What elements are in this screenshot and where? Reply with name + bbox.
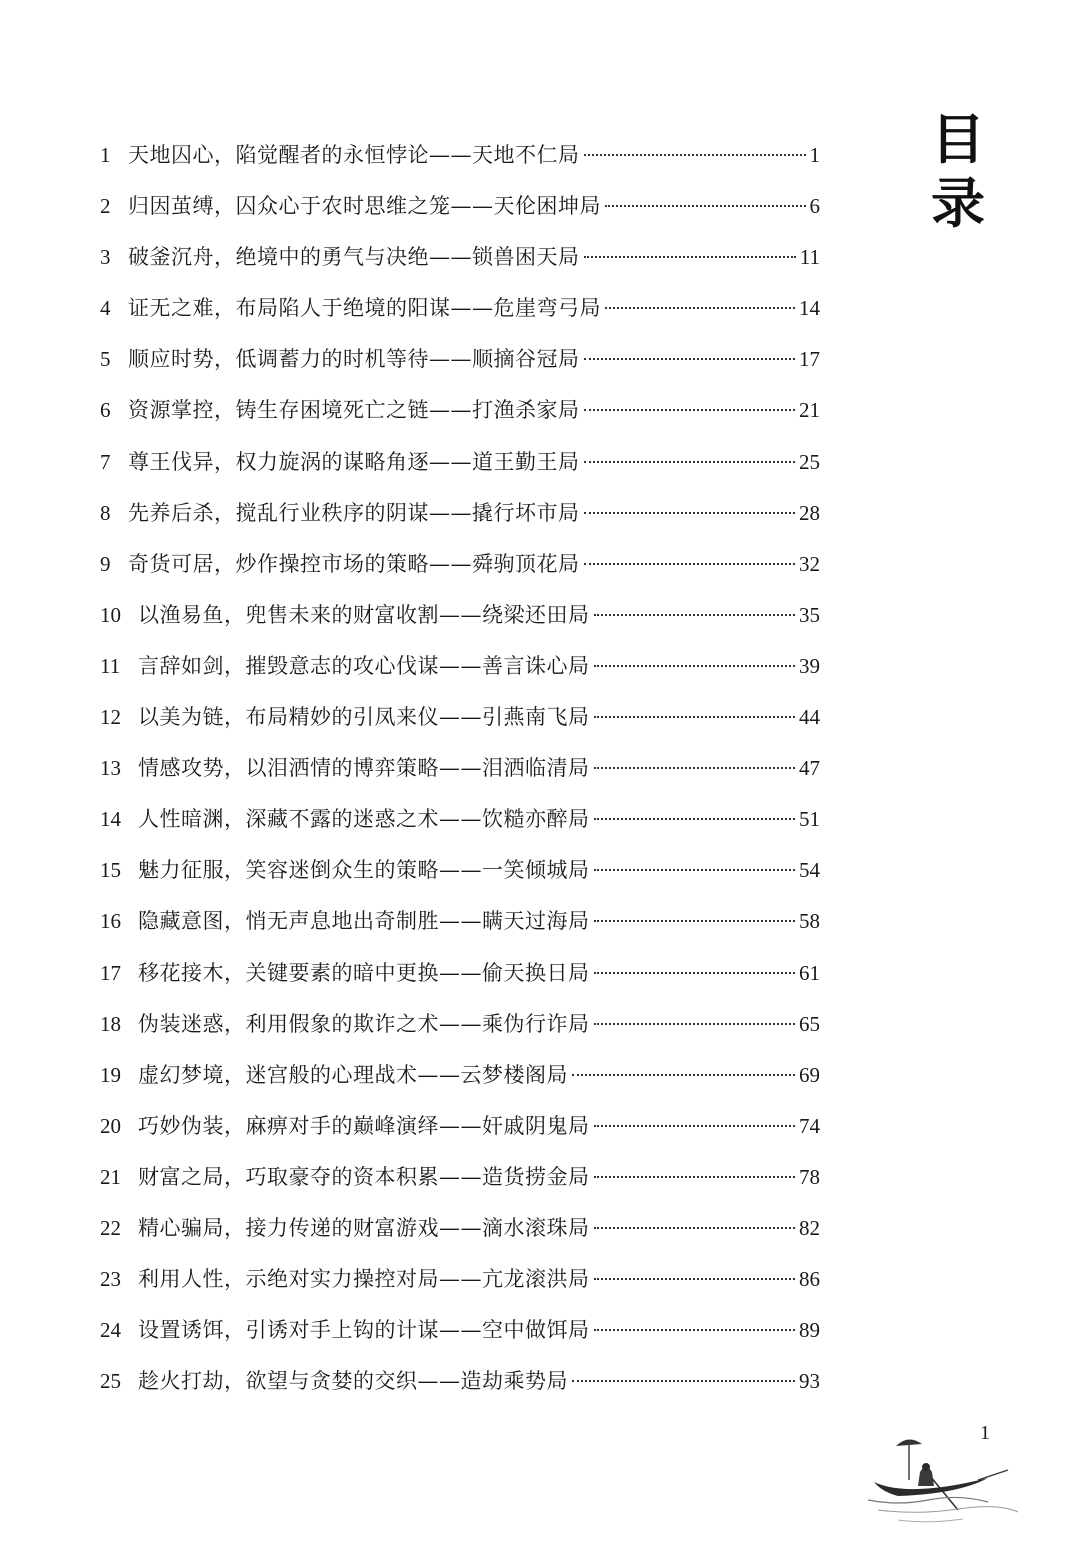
toc-entry[interactable] — [100, 237, 820, 288]
toc-entry-page: 32 — [799, 551, 820, 576]
toc-entry[interactable] — [100, 1157, 820, 1208]
toc-leader-dots — [594, 767, 796, 769]
toc-entry[interactable] — [100, 135, 820, 186]
toc-entry-number: 22 — [100, 1215, 121, 1240]
toc-leader-dots — [594, 1329, 796, 1331]
toc-entry[interactable] — [100, 646, 820, 697]
toc-entry-title: 天地囚心，陷觉醒者的永恒悖论——天地不仁局 — [128, 143, 580, 167]
toc-entry-number: 9 — [100, 551, 111, 576]
toc-entry-number: 1 — [100, 143, 111, 167]
toc-entry-page: 44 — [799, 705, 820, 730]
page-title — [928, 108, 988, 236]
page-number: 1 — [980, 1422, 990, 1444]
toc-entry-title: 精心骗局，接力传递的财富游戏——滴水滚珠局 — [138, 1215, 590, 1240]
toc-entry-title: 顺应时势，低调蓄力的时机等待——顺摘谷冠局 — [128, 347, 580, 372]
toc-entry-title: 奇货可居，炒作操控市场的策略——舜驹顶花局 — [128, 551, 580, 576]
toc-entry-page: 51 — [799, 807, 820, 832]
toc-entry-page: 47 — [799, 756, 820, 781]
toc-entry-title: 移花接木，关键要素的暗中更换——偷天换日局 — [138, 960, 590, 985]
toc-entry-page: 86 — [799, 1267, 820, 1292]
toc-entry[interactable] — [100, 850, 820, 901]
toc-entry-number: 14 — [100, 807, 121, 832]
page-title-line-1: 目 — [931, 108, 985, 171]
toc-entry-title: 人性暗渊，深藏不露的迷惑之术——饮糙亦醉局 — [138, 807, 590, 832]
toc-entry-number: 24 — [100, 1318, 121, 1343]
toc-entry[interactable] — [100, 1055, 820, 1106]
toc-entry[interactable] — [100, 288, 820, 339]
toc-entry-page: 1 — [809, 143, 820, 167]
toc-entry-title: 以渔易鱼，兜售未来的财富收割——绕梁还田局 — [138, 602, 590, 627]
toc-entry-page: 6 — [809, 194, 820, 219]
toc-entry-title: 证无之难，布局陷人于绝境的阳谋——危崖弯弓局 — [128, 296, 601, 321]
toc-entry-number: 10 — [100, 602, 121, 627]
toc-entry-page: 35 — [799, 602, 820, 627]
toc-entry[interactable] — [100, 953, 820, 1004]
toc-entry-title: 隐藏意图，悄无声息地出奇制胜——瞒天过海局 — [138, 909, 590, 934]
toc-entry[interactable] — [100, 595, 820, 646]
toc-entry-page: 11 — [799, 245, 820, 270]
toc-entry[interactable] — [100, 1004, 820, 1055]
toc-entry-page: 69 — [799, 1062, 820, 1087]
toc-entry-title: 言辞如剑，摧毁意志的攻心伐谋——善言诛心局 — [138, 653, 590, 678]
toc-leader-dots — [594, 1125, 796, 1127]
toc-entry[interactable] — [100, 493, 820, 544]
toc-entry[interactable] — [100, 544, 820, 595]
toc-entry-number: 19 — [100, 1062, 121, 1087]
toc-entry-number: 15 — [100, 858, 121, 883]
toc-entry-page: 14 — [799, 296, 820, 321]
toc-entry-title: 以美为链，布局精妙的引凤来仪——引燕南飞局 — [138, 705, 590, 730]
toc-entry-page: 54 — [799, 858, 820, 883]
toc-entry-number: 17 — [100, 960, 121, 985]
toc-entry[interactable] — [100, 1208, 820, 1259]
toc-entry-page: 93 — [799, 1369, 820, 1394]
toc-entry[interactable] — [100, 1310, 820, 1361]
toc-entry-number: 18 — [100, 1011, 121, 1036]
toc-entry[interactable] — [100, 748, 820, 799]
toc-entry-title: 破釜沉舟，绝境中的勇气与决绝——锁兽困天局 — [128, 245, 580, 270]
toc-entry-number: 16 — [100, 909, 121, 934]
toc-leader-dots — [594, 972, 796, 974]
toc-entry-title: 魅力征服，笑容迷倒众生的策略——一笑倾城局 — [138, 858, 590, 883]
toc-entry-page: 74 — [799, 1113, 820, 1138]
toc-leader-dots — [584, 358, 796, 360]
toc-entry-title: 利用人性，示绝对实力操控对局——亢龙滚洪局 — [138, 1267, 590, 1292]
toc-entry-number: 6 — [100, 398, 111, 423]
toc-entry-title: 趁火打劫，欲望与贪婪的交织——造劫乘势局 — [138, 1369, 568, 1394]
toc-leader-dots — [584, 563, 796, 565]
toc-leader-dots — [594, 920, 796, 922]
toc-entry-page: 21 — [799, 398, 820, 423]
toc-entry-title: 情感攻势，以泪洒情的博弈策略——泪洒临清局 — [138, 756, 590, 781]
toc-entry-page: 82 — [799, 1215, 820, 1240]
toc-leader-dots — [594, 1278, 796, 1280]
toc-entry-title: 财富之局，巧取豪夺的资本积累——造货捞金局 — [138, 1164, 590, 1189]
toc-entry-page: 78 — [799, 1164, 820, 1189]
toc-entry-title: 资源掌控，铸生存困境死亡之链——打渔杀家局 — [128, 398, 580, 423]
toc-leader-dots — [605, 307, 795, 309]
toc-leader-dots — [594, 869, 796, 871]
toc-entry-page: 65 — [799, 1011, 820, 1036]
toc-entry-title: 设置诱饵，引诱对手上钩的计谋——空中做饵局 — [138, 1318, 590, 1343]
page-title-line-2: 录 — [931, 172, 985, 235]
toc-leader-dots — [572, 1074, 795, 1076]
toc-entry[interactable] — [100, 339, 820, 390]
toc-leader-dots — [584, 409, 796, 411]
toc-entry-page: 61 — [799, 960, 820, 985]
toc-leader-dots — [594, 1227, 796, 1229]
toc-leader-dots — [584, 512, 796, 514]
toc-leader-dots — [605, 205, 806, 207]
toc-entry-page: 28 — [799, 500, 820, 525]
toc-leader-dots — [594, 716, 796, 718]
toc-leader-dots — [584, 256, 796, 258]
toc-entry[interactable] — [100, 390, 820, 441]
toc-entry-number: 11 — [100, 653, 121, 678]
toc-entry-title: 归因茧缚，囚众心于农时思维之笼——天伦困坤局 — [128, 194, 601, 219]
toc-entry-number: 4 — [100, 296, 111, 321]
toc-entry-number: 20 — [100, 1113, 121, 1138]
table-of-contents — [100, 135, 820, 1412]
toc-entry-number: 3 — [100, 245, 111, 270]
toc-entry[interactable] — [100, 442, 820, 493]
toc-entry-number: 23 — [100, 1267, 121, 1292]
toc-entry[interactable] — [100, 901, 820, 952]
toc-entry-page: 25 — [799, 449, 820, 474]
toc-entry-number: 5 — [100, 347, 111, 372]
toc-leader-dots — [594, 614, 796, 616]
toc-entry-title: 巧妙伪装，麻痹对手的巅峰演绎——奸戚阴鬼局 — [138, 1113, 590, 1138]
toc-entry-number: 7 — [100, 449, 111, 474]
toc-entry[interactable] — [100, 1259, 820, 1310]
toc-leader-dots — [594, 1176, 796, 1178]
toc-entry-title: 先养后杀，搅乱行业秩序的阴谋——撬行坏市局 — [128, 500, 580, 525]
toc-entry-page: 58 — [799, 909, 820, 934]
toc-entry-title: 尊王伐异，权力旋涡的谋略角逐——道王勤王局 — [128, 449, 580, 474]
toc-leader-dots — [572, 1380, 795, 1382]
toc-leader-dots — [584, 154, 806, 156]
toc-entry-page: 89 — [799, 1318, 820, 1343]
toc-entry-title: 伪装迷惑，利用假象的欺诈之术——乘伪行诈局 — [138, 1011, 590, 1036]
toc-entry-number: 2 — [100, 194, 111, 219]
toc-entry-title: 虚幻梦境，迷宫般的心理战术——云梦楼阁局 — [138, 1062, 568, 1087]
toc-entry[interactable] — [100, 1106, 820, 1157]
toc-entry[interactable] — [100, 799, 820, 850]
toc-leader-dots — [594, 665, 796, 667]
toc-entry-page: 17 — [799, 347, 820, 372]
toc-entry-number: 25 — [100, 1369, 121, 1394]
toc-leader-dots — [584, 461, 796, 463]
toc-entry[interactable] — [100, 186, 820, 237]
toc-leader-dots — [594, 1023, 796, 1025]
toc-entry-number: 21 — [100, 1164, 121, 1189]
toc-leader-dots — [594, 818, 796, 820]
toc-entry[interactable] — [100, 697, 820, 748]
toc-entry-number: 8 — [100, 500, 111, 525]
toc-entry[interactable] — [100, 1361, 820, 1412]
toc-entry-page: 39 — [799, 653, 820, 678]
boat-fisherman-icon — [868, 1420, 1018, 1530]
toc-entry-number: 13 — [100, 756, 121, 781]
toc-entry-number: 12 — [100, 705, 121, 730]
